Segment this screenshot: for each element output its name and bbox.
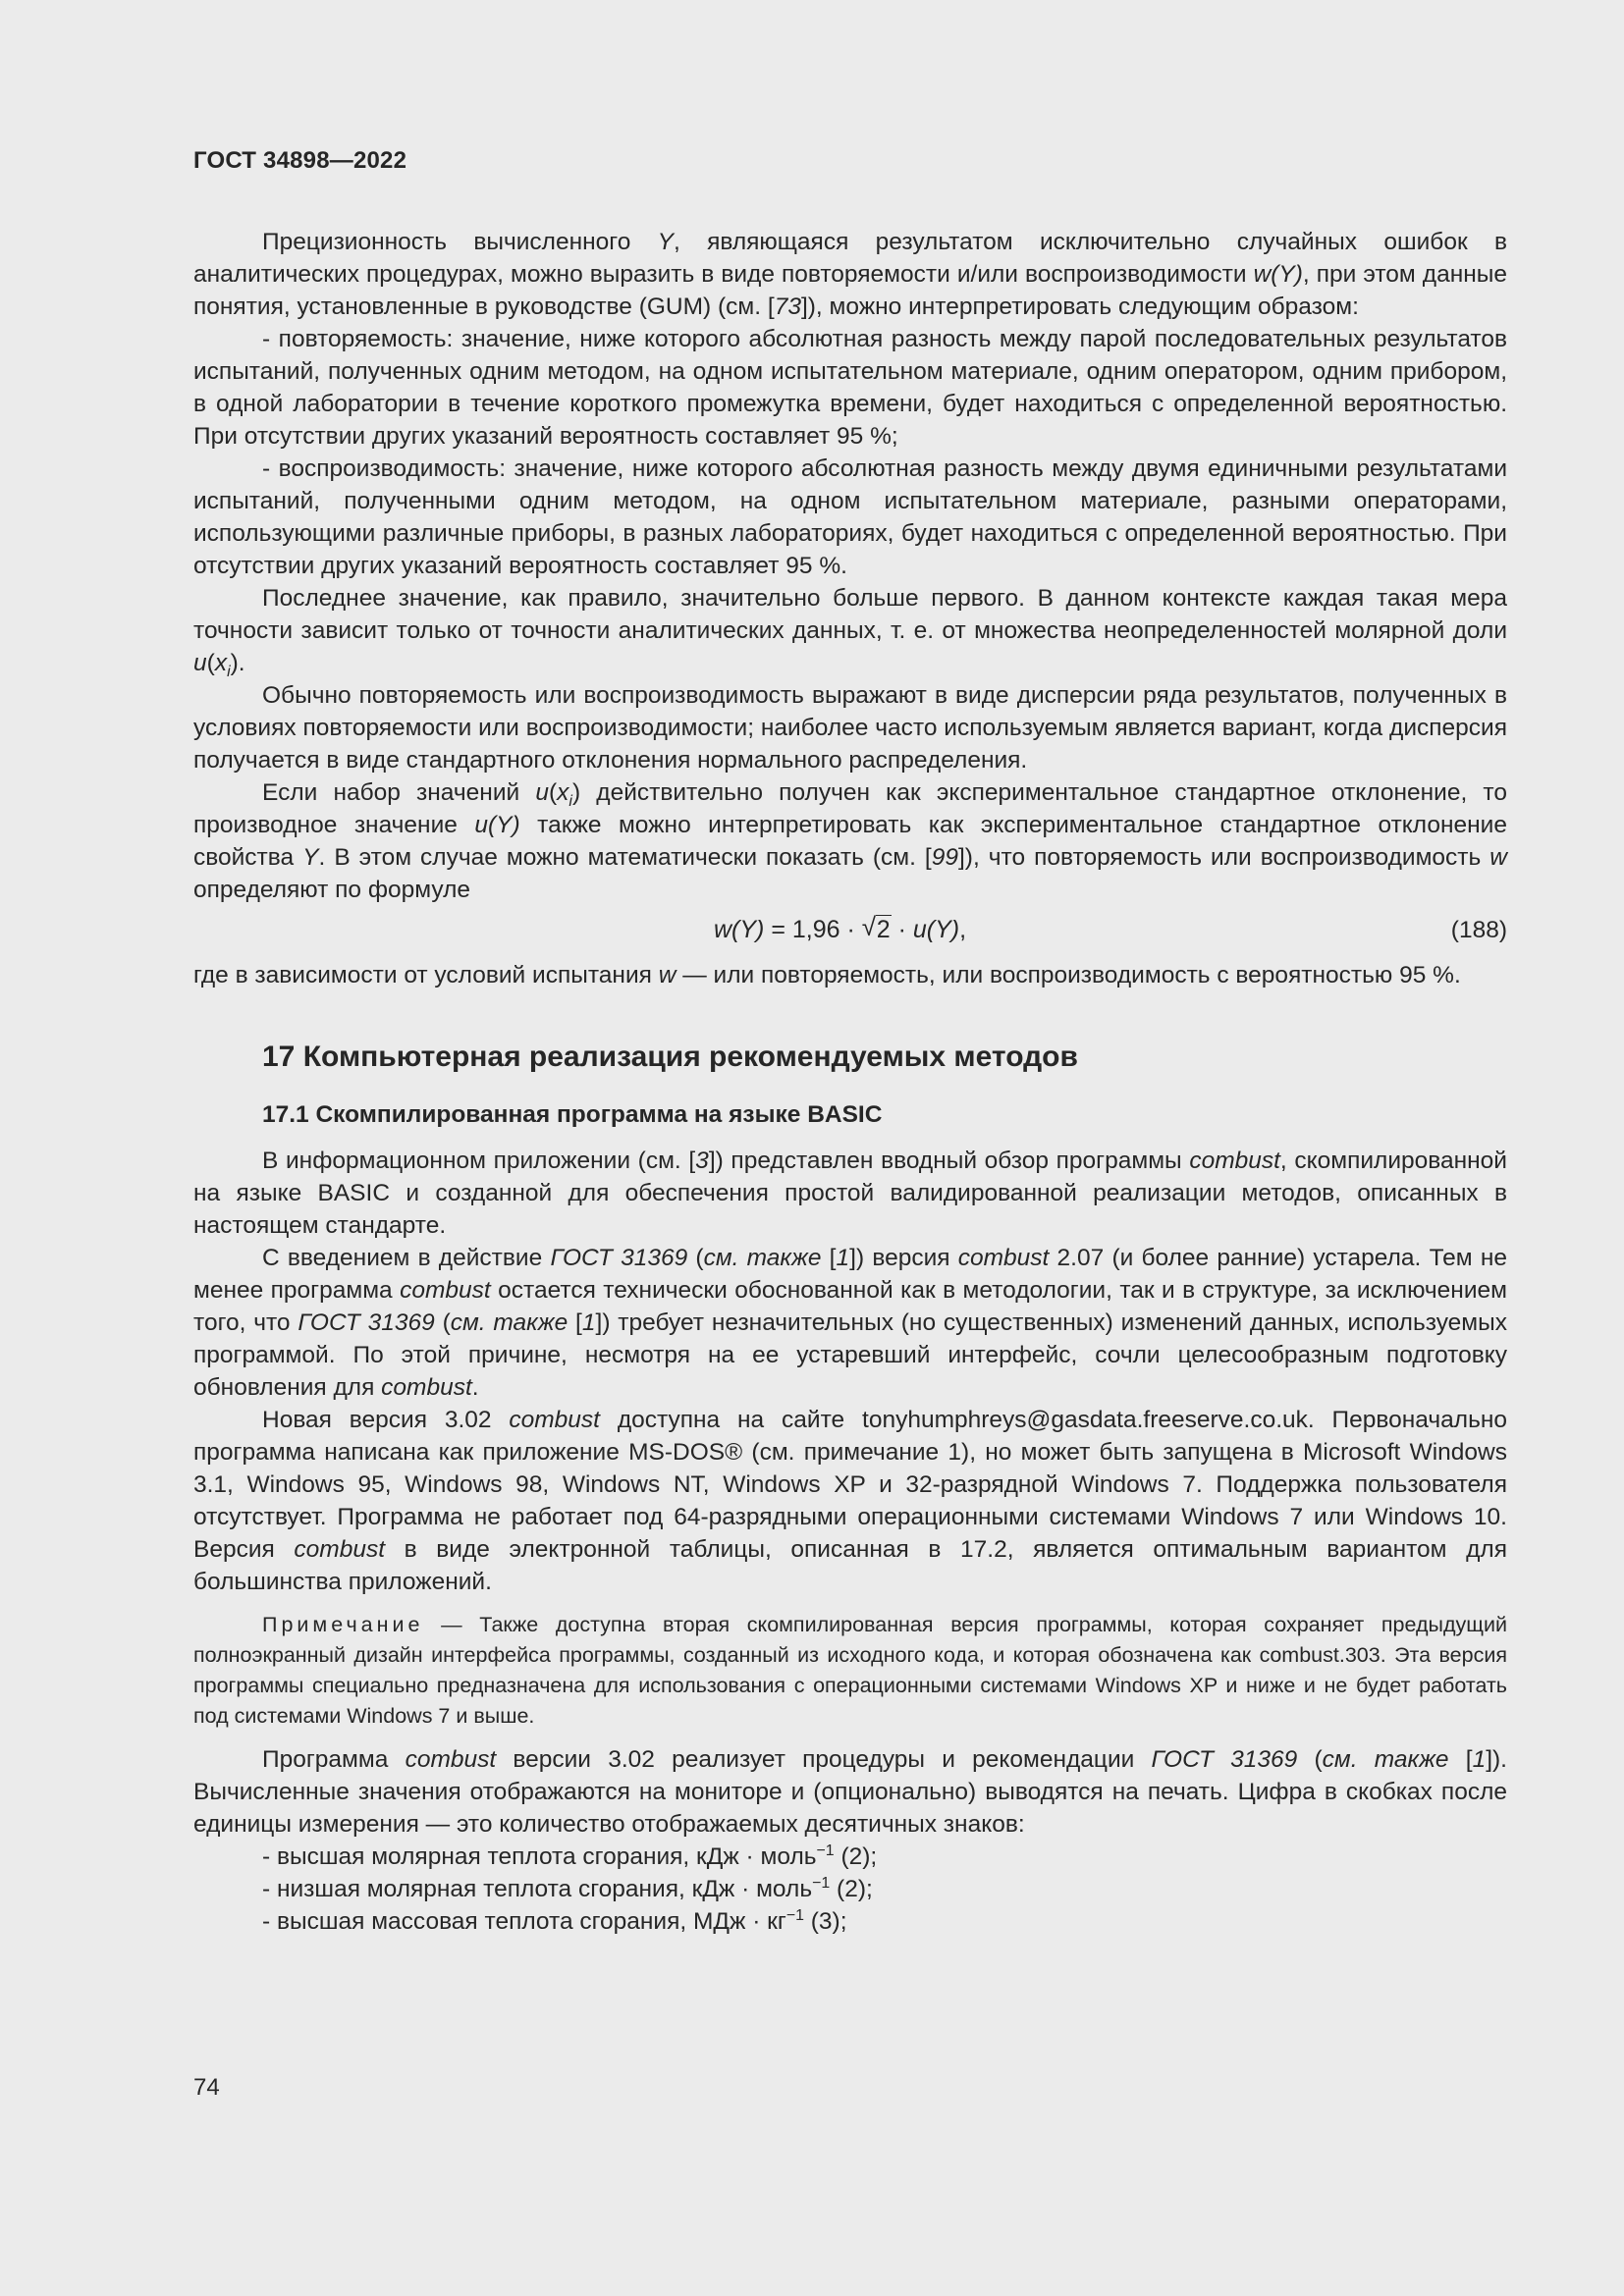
note-block: Примечание — Также доступна вторая скомпилированная версия программы, которая сохраняет предыдущий полноэкранный дизайн интерфейса программы, созданный из исходного кода, и которая обозначена как combust.303. Эта версия программы специально предназначена для использования с операционными системами Windows XP и ниже и не будет работать под системами Windows 7 и выше. [193, 1613, 1507, 1728]
document-code-header: ГОСТ 34898—2022 [193, 147, 407, 174]
section-17-1-heading: 17.1 Скомпилированная программа на языке BASIC [262, 1101, 883, 1128]
paragraph-info-appendix: В информационном приложении (см. [3]) представлен вводный обзор программы combust, скомпилированной на языке BASIC и созданной для обеспечения простой валидированной реализации методов, описанных в настоящем стандарте. [193, 1148, 1507, 1239]
document-body [193, 226, 1507, 1938]
paragraph-gost-introduction: С введением в действие ГОСТ 31369 (см. также [1]) версия combust 2.07 (и более ранние) устарела. Тем не менее программа combust остается технически обоснованной как в методологии, так и в структуре, за исключением того, что ГОСТ 31369 (см. также [1]) требует незначительных (но существенных) изменений данных, используемых программой. По этой причине, несмотря на ее устаревший интерфейс, сочли целесообразным подготовку обновления для combust. [193, 1245, 1507, 1401]
paragraph-last-value: Последнее значение, как правило, значительно больше первого. В данном контексте каждая такая мера точности зависит только от точности аналитических данных, т. е. от множества неопределенностей молярной доли $u(x_i)$. [193, 585, 1507, 680]
formula-number: (188) [1450, 917, 1507, 943]
note-label: Примечание [262, 1613, 424, 1636]
list-item-repeatability: - повторяемость: значение, ниже которого абсолютная разность между парой последовательных результатов испытаний, полученных одним методом, на одном испытательном материале, одним оператором, одним прибором, в одной лаборатории в течение короткого промежутка времени, будет находиться с определенной вероятностью. При отсутствии других указаний вероятность составляет 95 %; [193, 326, 1507, 450]
list-item-reproducibility: - воспроизводимость: значение, ниже которого абсолютная разность между двумя единичными результатами испытаний, полученными одним методом, на одном испытательном материале, разными операторами, использующими различные приборы, в разных лабораториях, будет находиться с определенной вероятностью. При отсутствии других указаний вероятность составляет 95 %. [193, 455, 1507, 579]
list-item: - низшая молярная теплота сгорания, кДж · моль$^{-1}$ (2); [262, 1874, 873, 1902]
paragraph-new-version: Новая версия 3.02 combust доступна на сайте tonyhumphreys@gasdata.freeserve.co.uk. Первоначально программа написана как приложение MS-DOS® (см. примечание 1), но может быть запущена в Microsoft Windows 3.1, Windows 95, Windows 98, Windows NT, Windows XP и 32-разрядной Windows 7. Поддержка пользователя отсутствует. Программа не работает под 64-разрядными операционными системами Windows 7 или Windows 10. Версия combust в виде электронной таблицы, описанная в 17.2, является оптимальным вариантом для большинства приложений. [193, 1407, 1507, 1595]
list-item: - высшая массовая теплота сгорания, МДж · $кг^{-1}$ (3); [262, 1906, 847, 1935]
paragraph-set-of-values: Если набор значений $u(x_i)$ действительно получен как экспериментальное стандартное отклонение, то производное значение u(Y) также можно интерпретировать как экспериментальное стандартное отклонение свойства Y. В этом случае можно математически показать (см. [99]), что повторяемость или воспроизводимость w определяют по формуле [193, 779, 1507, 903]
paragraph-where: где в зависимости от условий испытания w — или повторяемость, или воспроизводимость с вероятностью 95 %. [193, 962, 1461, 988]
paragraph-program-version: Программа combust версии 3.02 реализует процедуры и рекомендации ГОСТ 31369 (см. также [1]). Вычисленные значения отображаются на мониторе и (опционально) выводятся на печать. Цифра в скобках после единицы измерения — это количество отображаемых десятичных знаков: [193, 1746, 1507, 1838]
section-17-heading: 17 Компьютерная реализация рекомендуемых методов [262, 1041, 1078, 1073]
formula-188 [193, 912, 1507, 951]
page-number: 74 [193, 2074, 220, 2101]
square-root-symbol: √ 2 [861, 912, 891, 943]
paragraph-dispersion: Обычно повторяемость или воспроизводимость выражают в виде дисперсии ряда результатов, полученных в условиях повторяемости или воспроизводимости; наиболее часто используемым является вариант, когда дисперсия получается в виде стандартного отклонения нормального распределения. [193, 682, 1507, 774]
list-item: - высшая молярная теплота сгорания, кДж · моль$^{-1}$ (2); [262, 1842, 878, 1870]
paragraph-precision: Прецизионность вычисленного Y, являющаяся результатом исключительно случайных ошибок в аналитических процедурах, можно выразить в виде повторяемости и/или воспроизводимости w(Y), при этом данные понятия, установленные в руководстве (GUM) (см. [73]), можно интерпретировать следующим образом: [193, 229, 1508, 320]
formula-expression: w(Y) = 1,96 · √ 2 · u(Y), [714, 914, 966, 946]
